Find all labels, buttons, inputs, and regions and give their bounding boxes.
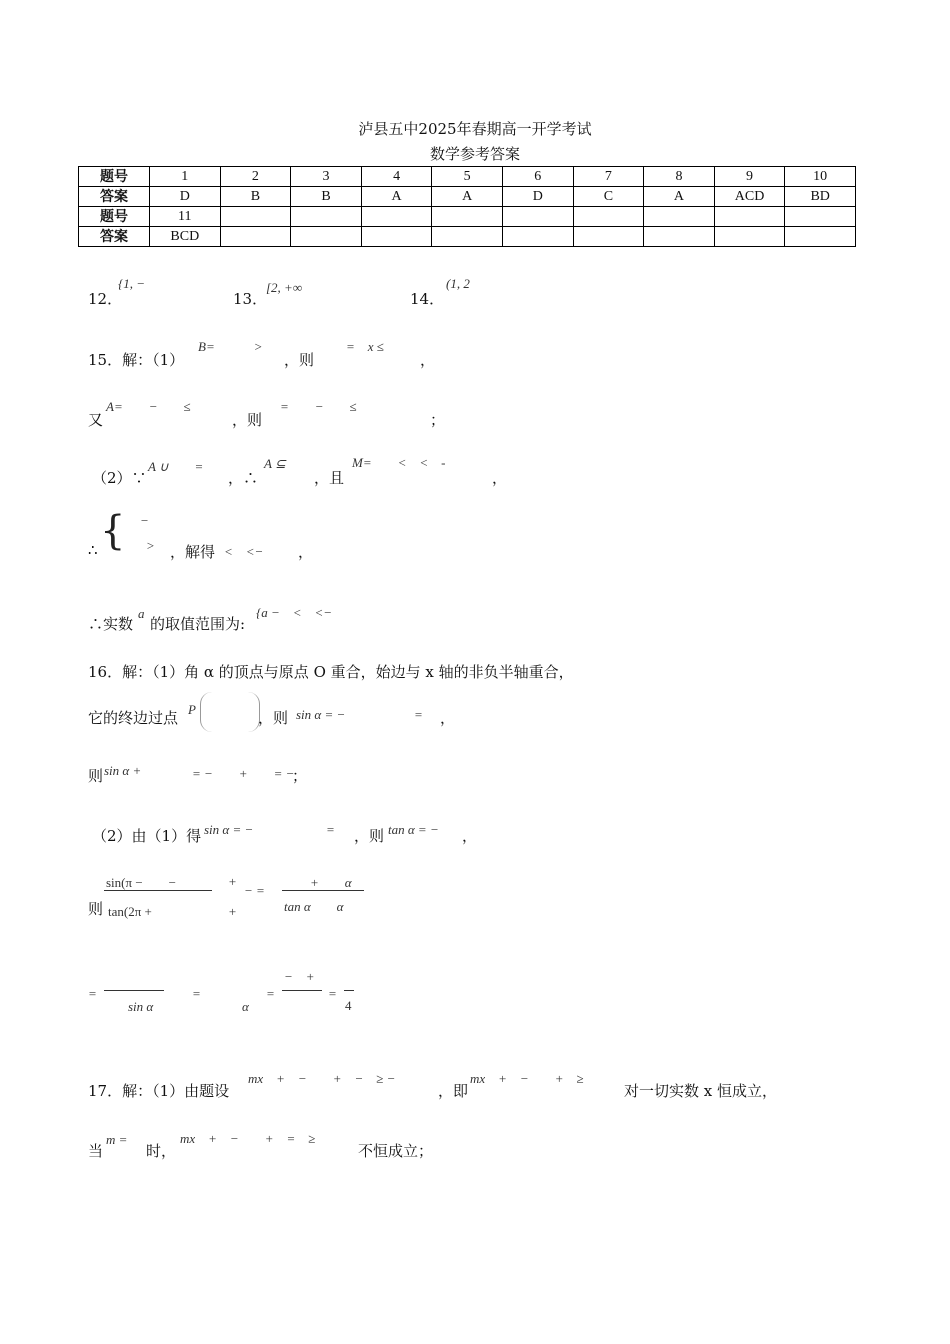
q16-line6-result: 4 <box>345 998 352 1013</box>
q16-line2-mid: ，则 <box>258 709 289 727</box>
q16-line6-denominator: sin α <box>128 999 154 1014</box>
q16-line4-prefix: （2）由（1）得 <box>92 827 202 845</box>
q15-line1-math-2: = x ≤ <box>346 339 384 354</box>
q15-line4-math-1: − <box>140 513 149 528</box>
q12-answer: {1, − <box>118 276 145 291</box>
q16-line2-prefix: 它的终边过点 <box>88 709 179 727</box>
q17-line1-math-1: mx + − + − ≥ − <box>248 1071 396 1086</box>
q12-label: 12． <box>88 290 123 308</box>
answer-cell: A <box>644 187 715 207</box>
row-header-question: 题号 <box>79 207 150 227</box>
empty-cell <box>220 227 291 247</box>
empty-cell <box>361 207 432 227</box>
q16-line3-prefix: 则 <box>88 767 104 785</box>
empty-cell <box>432 227 503 247</box>
empty-cell <box>220 207 291 227</box>
empty-cell <box>502 207 573 227</box>
q15-line4-math-3: < <− <box>224 544 264 559</box>
q15-line2-end: ； <box>430 411 446 429</box>
q15-line2-prefix: 又 <box>88 411 104 429</box>
question-number-cell: 2 <box>220 167 291 187</box>
question-number-cell: 11 <box>150 207 221 227</box>
q16-line2-eq: = <box>414 707 423 722</box>
document-subtitle: 数学参考答案 <box>429 145 520 163</box>
q15-line4-math-2: > <box>146 538 155 553</box>
empty-cell <box>785 227 856 247</box>
answer-cell: A <box>432 187 503 207</box>
q15-line3-prefix: （2）∵ <box>92 469 147 487</box>
answer-cell: B <box>291 187 362 207</box>
q15-line2-mid: ，则 <box>232 411 263 429</box>
fraction-bar <box>344 990 354 991</box>
q16-right-denominator: tan α α <box>284 899 344 914</box>
q15-line3-math-2: A ⊆ <box>264 456 286 471</box>
empty-cell <box>573 227 644 247</box>
q15-line3-math-1: A ∪ = <box>148 459 204 474</box>
q16-line3-math-1: sin α + <box>104 763 142 778</box>
q15-line3-mid2: ，且 <box>314 469 345 487</box>
q15-line2-math-1: A= − ≤ <box>106 399 191 414</box>
q16-line6-eq2: = <box>192 986 201 1001</box>
q16-line5-plus-top: + <box>228 874 237 889</box>
q17-line1-mid: ，即 <box>438 1082 469 1100</box>
fraction-bar <box>104 990 164 991</box>
document-title: 泸县五中2025年春期高一开学考试 <box>358 120 592 138</box>
point-coordinates-placeholder <box>200 692 260 732</box>
q14-label: 14． <box>410 290 445 308</box>
fraction-bar <box>282 990 322 991</box>
q17-line1-prefix: 17．解：（1）由题设 <box>88 1082 230 1100</box>
q16-line2-end: ， <box>440 709 456 727</box>
q16-line3-end: ； <box>292 767 308 785</box>
answer-cell: A <box>361 187 432 207</box>
q15-line4-therefore: ∴ <box>88 541 98 559</box>
q15-line2-math-2: = − ≤ <box>280 399 357 414</box>
q15-line5-mid: 的取值范围为: <box>150 615 246 633</box>
q16-line6-alpha: α <box>242 999 249 1014</box>
q17-line2-math-2: mx + − + = ≥ <box>180 1131 316 1146</box>
answer-table <box>78 166 856 247</box>
q16-line4-math-1: sin α = − <box>204 822 254 837</box>
q16-line6-eq1: = <box>88 986 97 1001</box>
q16-line1: 16．解：（1）角 α 的顶点与原点 O 重合，始边与 x 轴的非负半轴重合， <box>88 663 574 681</box>
row-header-answer: 答案 <box>79 227 150 247</box>
q14-answer: (1, 2 <box>446 276 470 291</box>
question-number-cell: 3 <box>291 167 362 187</box>
empty-cell <box>502 227 573 247</box>
q15-line1-prefix: 15．解：（1） <box>88 351 185 369</box>
q16-line5-plus-bottom: + <box>228 904 237 919</box>
empty-cell <box>785 207 856 227</box>
empty-cell <box>644 227 715 247</box>
answer-cell: C <box>573 187 644 207</box>
q15-line1-mid: ，则 <box>284 351 315 369</box>
q15-line3-mid1: ，∴ <box>228 469 259 487</box>
q17-line1-math-2: mx + − + ≥ <box>470 1071 584 1086</box>
q16-line6-eq4: = <box>328 986 337 1001</box>
question-number-cell: 4 <box>361 167 432 187</box>
system-brace-icon: { <box>100 508 126 554</box>
q16-fraction-denominator: tan(2π + <box>108 904 152 919</box>
q17-line2-math-1: m = <box>106 1132 128 1147</box>
empty-cell <box>644 207 715 227</box>
q16-line4-eq: = <box>326 822 335 837</box>
empty-cell <box>361 227 432 247</box>
q15-line3-math-3: M= < < - <box>352 455 446 470</box>
empty-cell <box>291 227 362 247</box>
q16-point-p: P <box>188 702 196 717</box>
q17-line2-end: 不恒成立； <box>358 1142 434 1160</box>
q17-line2-mid: 时， <box>146 1142 177 1160</box>
q16-fraction-numerator: sin(π − − <box>106 875 176 890</box>
q16-line3-math-2: = − + = − <box>192 766 295 781</box>
table-row <box>79 227 856 247</box>
question-number-cell: 1 <box>150 167 221 187</box>
q16-line4-end: ， <box>462 827 478 845</box>
q16-right-numerator: + α <box>310 875 352 890</box>
answer-cell: D <box>502 187 573 207</box>
q15-line5-prefix: ∴实数 <box>88 615 134 633</box>
empty-cell <box>714 227 785 247</box>
empty-cell <box>432 207 503 227</box>
empty-cell <box>291 207 362 227</box>
answer-cell: D <box>150 187 221 207</box>
q16-line5-prefix: 则 <box>88 900 104 918</box>
question-number-cell: 8 <box>644 167 715 187</box>
table-row <box>79 167 856 187</box>
question-number-cell: 10 <box>785 167 856 187</box>
q16-line6-numerator: − + <box>284 969 315 984</box>
fraction-bar <box>282 890 364 891</box>
row-header-answer: 答案 <box>79 187 150 207</box>
question-number-cell: 6 <box>502 167 573 187</box>
empty-cell <box>573 207 644 227</box>
table-row <box>79 187 856 207</box>
question-number-cell: 7 <box>573 167 644 187</box>
q16-line4-mid: ，则 <box>354 827 385 845</box>
q16-line4-math-2: tan α = − <box>388 822 439 837</box>
q15-line4-mid: ，解得 <box>170 543 216 561</box>
question-number-cell: 5 <box>432 167 503 187</box>
q15-line1-math-1: B= > <box>198 339 263 354</box>
question-number-cell: 9 <box>714 167 785 187</box>
q15-line1-end: ， <box>420 351 436 369</box>
q13-label: 13． <box>233 290 268 308</box>
answer-cell: B <box>220 187 291 207</box>
empty-cell <box>714 207 785 227</box>
q16-line6-eq3: = <box>266 986 275 1001</box>
row-header-question: 题号 <box>79 167 150 187</box>
answer-cell: BCD <box>150 227 221 247</box>
q17-line2-prefix: 当 <box>88 1142 104 1160</box>
answer-cell: ACD <box>714 187 785 207</box>
fraction-bar <box>104 890 212 891</box>
q16-line5-minus: − = <box>244 883 265 898</box>
q16-line2-math-1: sin α = − <box>296 707 346 722</box>
table-row <box>79 207 856 227</box>
q17-line1-end: 对一切实数 x 恒成立， <box>624 1082 777 1100</box>
q15-line4-end: ， <box>298 543 314 561</box>
q15-line3-end: ， <box>492 469 508 487</box>
q15-line5-math: {a − < <− <box>256 605 333 620</box>
q13-answer: [2, +∞ <box>266 280 303 295</box>
q15-line5-var: a <box>138 606 145 621</box>
answer-cell: BD <box>785 187 856 207</box>
